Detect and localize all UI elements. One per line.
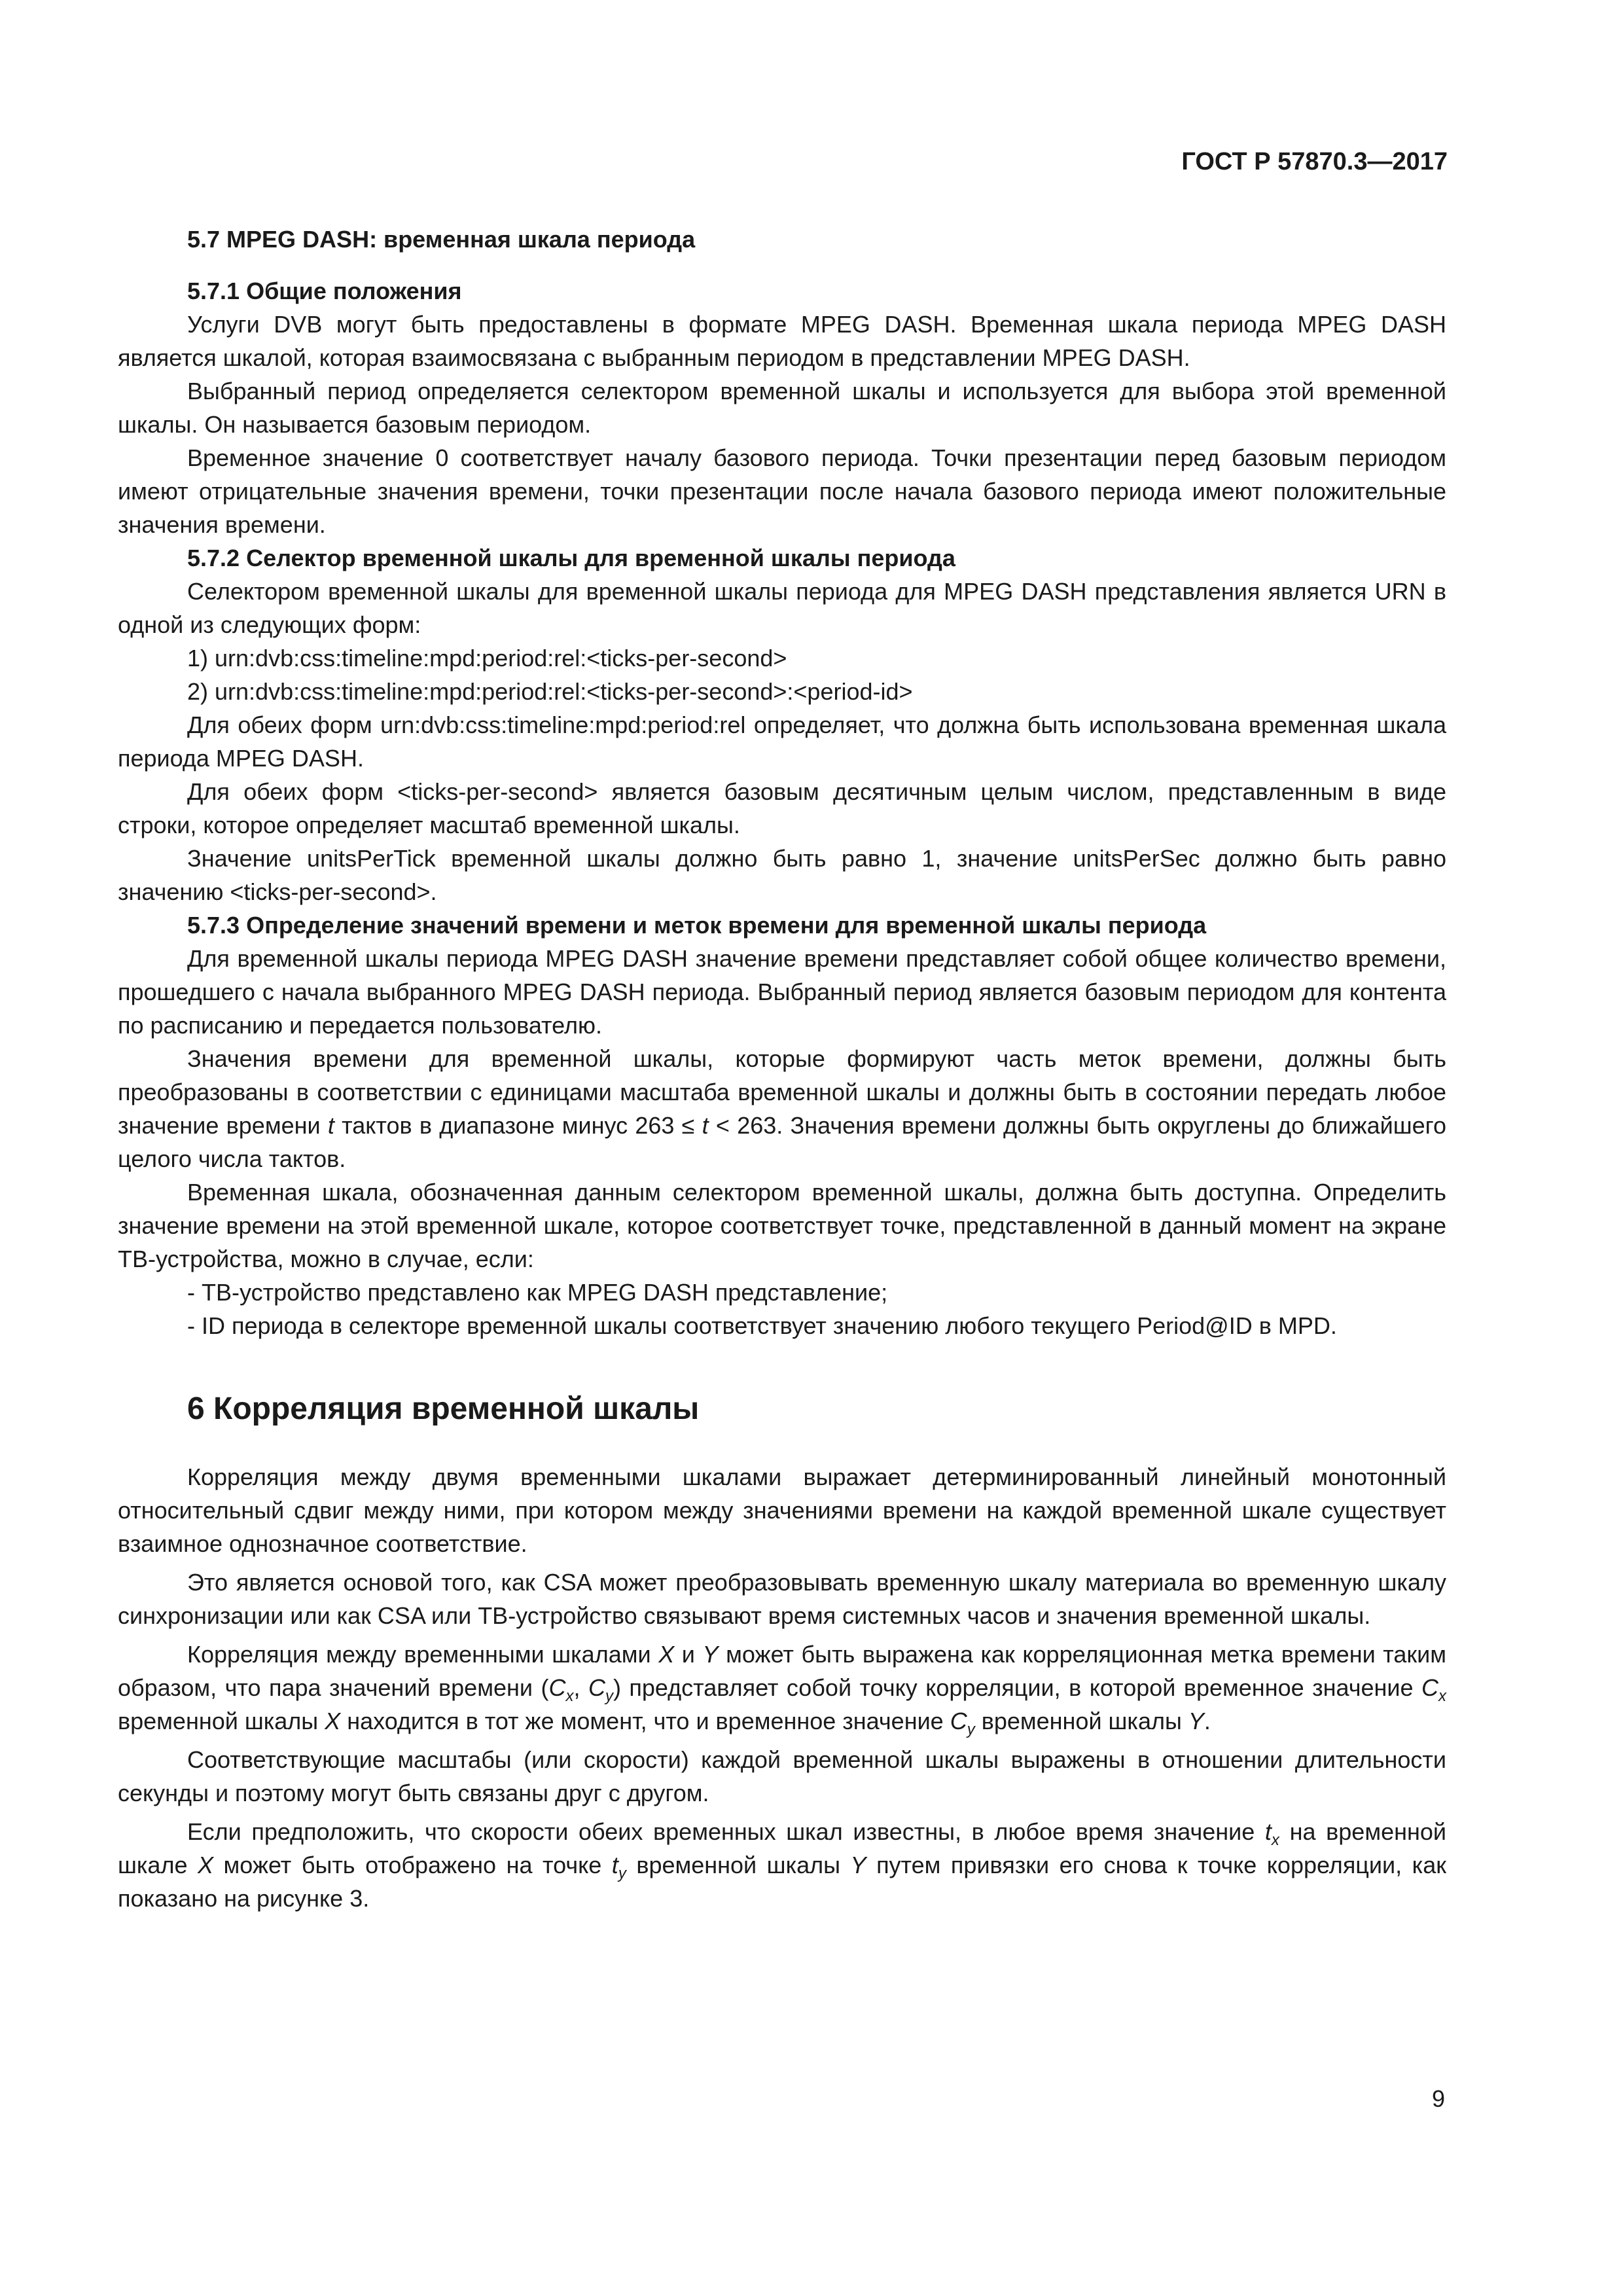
paragraph: Для обеих форм urn:dvb:css:timeline:mpd:period:rel определяет, что должна быть использована временная шкала периода MPEG DASH. bbox=[118, 711, 1446, 772]
paragraph: Для обеих форм <ticks-per-second> является базовым десятичным целым числом, представленным в виде строки, которое определяет масштаб временной шкалы. bbox=[118, 778, 1446, 838]
math-variable: X bbox=[325, 1708, 341, 1734]
text-run: Корреляция между временными шкалами bbox=[187, 1641, 659, 1668]
subsection-5-7-3-title: 5.7.3 Определение значений времени и меток времени для временной шкалы периода bbox=[187, 912, 1207, 939]
text-run: и bbox=[674, 1641, 703, 1668]
text-run: временной шкалы bbox=[118, 1708, 325, 1734]
subsection-5-7-2-title: 5.7.2 Селектор временной шкалы для временной шкалы периода bbox=[187, 545, 955, 571]
math-variable: X bbox=[658, 1641, 675, 1668]
text-run: на временной шкале bbox=[118, 1818, 1446, 1878]
paragraph bbox=[118, 1638, 1446, 1738]
paragraph: Выбранный период определяется селектором временной шкалы и используется для выбора этой временной шкалы. Он называется базовым периодом. bbox=[118, 378, 1446, 438]
math-variable: Y bbox=[702, 1641, 719, 1668]
math-subscript: x bbox=[565, 1687, 574, 1706]
list-item: 2) urn:dvb:css:timeline:mpd:period:rel:<ticks-per-second>:<period-id> bbox=[187, 678, 913, 705]
paragraph: Соответствующие масштабы (или скорости) каждой временной шкалы выражены в отношении длительности секунды и поэтому могут быть связаны друг с другом. bbox=[118, 1746, 1446, 1806]
paragraph: Селектором временной шкалы для временной шкалы периода для MPEG DASH представления является URN в одной из следующих форм: bbox=[118, 578, 1446, 638]
section-5-7-title: 5.7 MPEG DASH: временная шкала периода bbox=[187, 226, 696, 253]
math-subscript: x bbox=[1438, 1687, 1446, 1706]
list-item: - ТВ-устройство представлено как MPEG DASH представление; bbox=[187, 1279, 888, 1306]
math-variable: C bbox=[548, 1674, 566, 1701]
paragraph: Услуги DVB могут быть предоставлены в формате MPEG DASH. Временная шкала периода MPEG DASH является шкалой, которая взаимосвязана с выбранным периодом в представлении MPEG DASH. bbox=[118, 311, 1446, 371]
math-subscript: y bbox=[618, 1865, 626, 1883]
page-number: 9 bbox=[1431, 2085, 1445, 2112]
math-variable: t bbox=[327, 1112, 334, 1139]
math-subscript: x bbox=[1271, 1831, 1279, 1850]
math-subscript: y bbox=[605, 1687, 613, 1706]
text-run: находится в тот же момент, что и временное значение bbox=[340, 1708, 950, 1734]
text-run: может быть отображено на точке bbox=[213, 1852, 612, 1878]
text-run: . bbox=[1204, 1708, 1211, 1734]
document-body bbox=[118, 223, 1446, 1915]
math-variable: C bbox=[588, 1674, 605, 1701]
paragraph: Временное значение 0 соответствует началу базового периода. Точки презентации перед базовым периодом имеют отрицательные значения времени, точки презентации после начала базового периода имеют положительные значения времени. bbox=[118, 444, 1446, 538]
text-run: путем привязки его снова к точке корреляции, как показано на рисунке 3. bbox=[118, 1852, 1446, 1912]
text-run: тактов в диапазоне минус 263 ≤ bbox=[334, 1112, 702, 1139]
text-run: < 263. Значения времени должны быть округлены до ближайшего целого числа тактов. bbox=[118, 1112, 1447, 1172]
text-run: Значения времени для временной шкалы, которые формируют часть меток времени, должны быть преобразованы в соответствии с единицами масштаба временной шкалы и должны быть в состоянии передать любое значение времени bbox=[118, 1045, 1446, 1139]
text-run: может быть выражена как корреляционная метка времени таким образом, что пара значений времени ( bbox=[118, 1641, 1446, 1701]
subsection-5-7-1-title: 5.7.1 Общие положения bbox=[187, 278, 462, 304]
math-subscript: y bbox=[967, 1721, 975, 1739]
paragraph: Это является основой того, как CSA может преобразовывать временную шкалу материала во временную шкалу синхронизации или как CSA или ТВ-устройство связывают время системных часов и значения временной шкалы. bbox=[118, 1569, 1446, 1629]
text-run: Если предположить, что скорости обеих временных шкал известны, в любое время значение bbox=[187, 1818, 1265, 1845]
document-code: ГОСТ Р 57870.3—2017 bbox=[1181, 148, 1448, 175]
math-variable: Y bbox=[850, 1852, 866, 1878]
list-item: - ID периода в селекторе временной шкалы соответствует значению любого текущего Period@ID в MPD. bbox=[187, 1312, 1337, 1339]
paragraph bbox=[118, 1042, 1446, 1175]
math-variable: t bbox=[611, 1852, 618, 1878]
paragraph: Значение unitsPerTick временной шкалы должно быть равно 1, значение unitsPerSec должно быть равно значению <ticks-per-second>. bbox=[118, 845, 1446, 905]
math-variable: Y bbox=[1188, 1708, 1204, 1734]
math-variable: C bbox=[1421, 1674, 1438, 1701]
list-item: 1) urn:dvb:css:timeline:mpd:period:rel:<ticks-per-second> bbox=[187, 645, 787, 672]
math-variable: t bbox=[702, 1112, 709, 1139]
text-run: , bbox=[573, 1674, 588, 1701]
math-variable: C bbox=[950, 1708, 967, 1734]
text-run: временной шкалы bbox=[974, 1708, 1188, 1734]
paragraph: Временная шкала, обозначенная данным селектором временной шкалы, должна быть доступна. Определить значение времени на этой временной шкале, которое соответствует точке, представленной в данный момент на экране ТВ-устройства, можно в случае, если: bbox=[118, 1179, 1446, 1272]
text-run: временной шкалы bbox=[626, 1852, 851, 1878]
math-variable: X bbox=[198, 1852, 214, 1878]
section-6-title: 6 Корреляция временной шкалы bbox=[187, 1391, 700, 1426]
math-variable: t bbox=[1264, 1818, 1272, 1845]
paragraph: Для временной шкалы периода MPEG DASH значение времени представляет собой общее количество времени, прошедшего с начала выбранного MPEG DASH периода. Выбранный период является базовым периодом для контента по расписанию и передается пользователю. bbox=[118, 945, 1446, 1039]
paragraph bbox=[118, 1815, 1446, 1915]
paragraph: Корреляция между двумя временными шкалами выражает детерминированный линейный монотонный относительный сдвиг между ними, при котором между значениями времени на каждой временной шкале существует взаимное однозначное соответствие. bbox=[118, 1463, 1446, 1557]
text-run: ) представляет собой точку корреляции, в которой временное значение bbox=[613, 1674, 1421, 1701]
